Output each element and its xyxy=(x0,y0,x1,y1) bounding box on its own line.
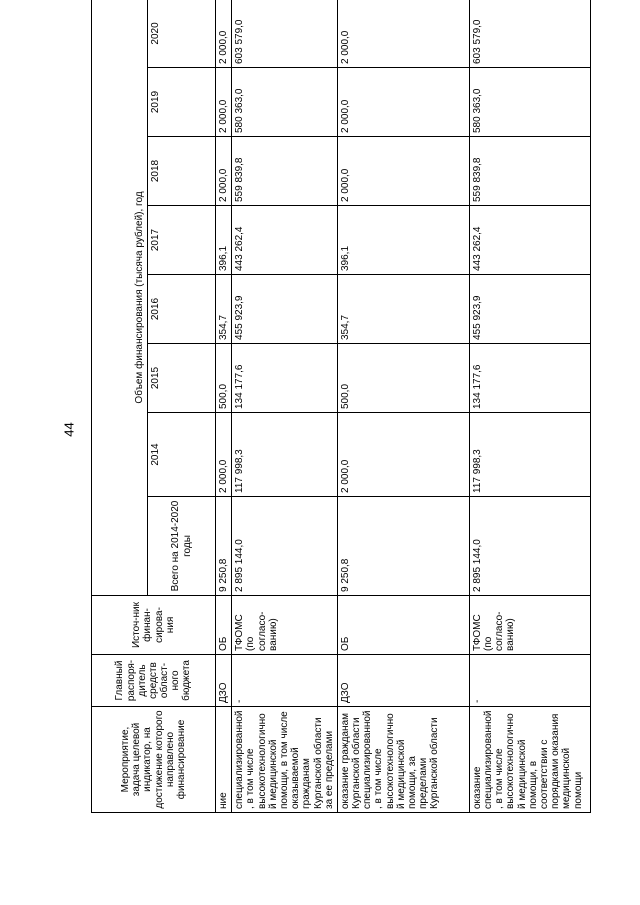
cell-source: ОБ xyxy=(216,596,232,655)
header-manager: Главный распоря-дитель средств област-ного бюджета xyxy=(92,655,216,707)
header-total: Всего на 2014-2020 годы xyxy=(148,497,216,596)
header-year: 2020 xyxy=(148,0,216,68)
cell-value: 2 000,0 xyxy=(337,68,469,137)
header-year: 2015 xyxy=(148,344,216,413)
cell-value: 2 000,0 xyxy=(216,413,232,497)
header-row-1 xyxy=(92,0,148,813)
cell-value: 117 998,3 xyxy=(469,413,590,497)
cell-value: 134 177,6 xyxy=(469,344,590,413)
cell-value: 2 000,0 xyxy=(337,137,469,206)
header-year: 2017 xyxy=(148,206,216,275)
header-event: Мероприятие, задача целевой индикатор, на достижение которого направлено финансирование xyxy=(92,707,216,813)
cell-value: 500,0 xyxy=(216,344,232,413)
cell-value: 354,7 xyxy=(216,275,232,344)
cell-value: 559 839,8 xyxy=(469,137,590,206)
cell-value: 396,1 xyxy=(337,206,469,275)
cell-source: ТФОМС (по согласо-ванию) xyxy=(232,596,338,655)
cell-value: 443 262,4 xyxy=(232,206,338,275)
cell-value: 580 363,0 xyxy=(469,68,590,137)
table-container xyxy=(91,0,591,813)
cell-total: 2 895 144,0 xyxy=(469,497,590,596)
cell-value: 2 000,0 xyxy=(337,413,469,497)
cell-source: ОБ xyxy=(337,596,469,655)
cell-manager: ДЗО xyxy=(216,655,232,707)
cell-value: 2 000,0 xyxy=(216,0,232,68)
table-row xyxy=(216,0,232,813)
cell-value: 559 839,8 xyxy=(232,137,338,206)
cell-value: 2 000,0 xyxy=(216,137,232,206)
page-number: 44 xyxy=(61,422,77,437)
cell-event: оказание гражданам Курганской области специализированной, в том числе высокотехнологичной медицинской помощи, за пределами Курганской области xyxy=(337,707,469,813)
cell-manager: - xyxy=(469,655,590,707)
table-row xyxy=(232,0,338,813)
cell-total: 9 250,8 xyxy=(337,497,469,596)
cell-value: 134 177,6 xyxy=(232,344,338,413)
cell-value: 443 262,4 xyxy=(469,206,590,275)
cell-value: 2 000,0 xyxy=(337,0,469,68)
cell-value: 455 923,9 xyxy=(232,275,338,344)
cell-value: 603 579,0 xyxy=(469,0,590,68)
cell-total: 9 250,8 xyxy=(216,497,232,596)
header-year: 2018 xyxy=(148,137,216,206)
cell-value: 396,1 xyxy=(216,206,232,275)
cell-value: 455 923,9 xyxy=(469,275,590,344)
table-row xyxy=(337,0,469,813)
financing-table xyxy=(91,0,591,813)
cell-event: специализированной, в том числе высокотехнологично й медицинской помощи, в том числе оказываемой гражданам Курганской области за ее пределами xyxy=(232,707,338,813)
cell-value: 354,7 xyxy=(337,275,469,344)
cell-value: 580 363,0 xyxy=(232,68,338,137)
header-volume: Объем финансирования (тысяча рублей), год xyxy=(92,0,148,596)
cell-value: 500,0 xyxy=(337,344,469,413)
header-year: 2016 xyxy=(148,275,216,344)
cell-manager: - xyxy=(232,655,338,707)
header-source: Источ-ник финан-сирова-ния xyxy=(92,596,216,655)
cell-value: 117 998,3 xyxy=(232,413,338,497)
cell-manager: ДЗО xyxy=(337,655,469,707)
table-row xyxy=(469,0,590,813)
cell-total: 2 895 144,0 xyxy=(232,497,338,596)
cell-source: ТФОМС (по согласо-ванию) xyxy=(469,596,590,655)
cell-value: 2 000,0 xyxy=(216,68,232,137)
cell-value: 603 579,0 xyxy=(232,0,338,68)
header-year: 2014 xyxy=(148,413,216,497)
rotated-table-area xyxy=(91,0,591,813)
header-year: 2019 xyxy=(148,68,216,137)
cell-event: ние xyxy=(216,707,232,813)
cell-event: оказание специализированной, в том числе высокотехнологичной медицинской помощи, в соответствии с порядками оказания медицинской помощи xyxy=(469,707,590,813)
